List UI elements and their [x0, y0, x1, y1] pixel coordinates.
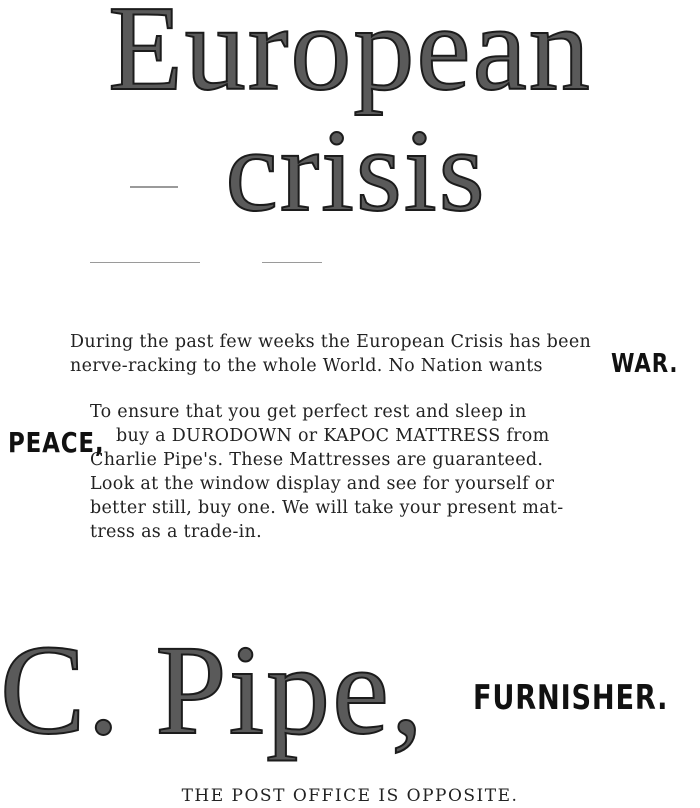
- print-speck: [90, 262, 200, 263]
- offer-line: To ensure that you get perfect rest and sleep in: [90, 402, 527, 422]
- furnisher-label: FURNISHER.: [473, 678, 669, 718]
- print-speck: [262, 262, 322, 263]
- footer-note: THE POST OFFICE IS OPPOSITE.: [181, 786, 519, 806]
- intro-line: nerve-racking to the whole World. No Nation wants: [70, 356, 543, 376]
- offer-line: tress as a trade-in.: [90, 522, 262, 542]
- offer-line: Charlie Pipe's. These Mattresses are guaranteed.: [90, 450, 544, 470]
- headline-crisis: crisis: [225, 105, 487, 236]
- war-stamp: WAR.: [611, 349, 679, 379]
- offer-line: better still, buy one. We will take your present mat-: [90, 498, 564, 518]
- peace-stamp: PEACE,: [8, 426, 105, 459]
- headline-european: European: [108, 0, 592, 116]
- offer-paragraph: [90, 400, 630, 544]
- offer-line: Look at the window display and see for yourself or: [90, 474, 555, 494]
- intro-line: During the past few weeks the European Crisis has been: [70, 332, 592, 352]
- print-speck: [130, 186, 178, 188]
- intro-paragraph: [70, 330, 630, 378]
- offer-line: buy a DURODOWN or KAPOC MATTRESS from: [116, 426, 550, 446]
- brand-name: C. Pipe,: [0, 619, 425, 761]
